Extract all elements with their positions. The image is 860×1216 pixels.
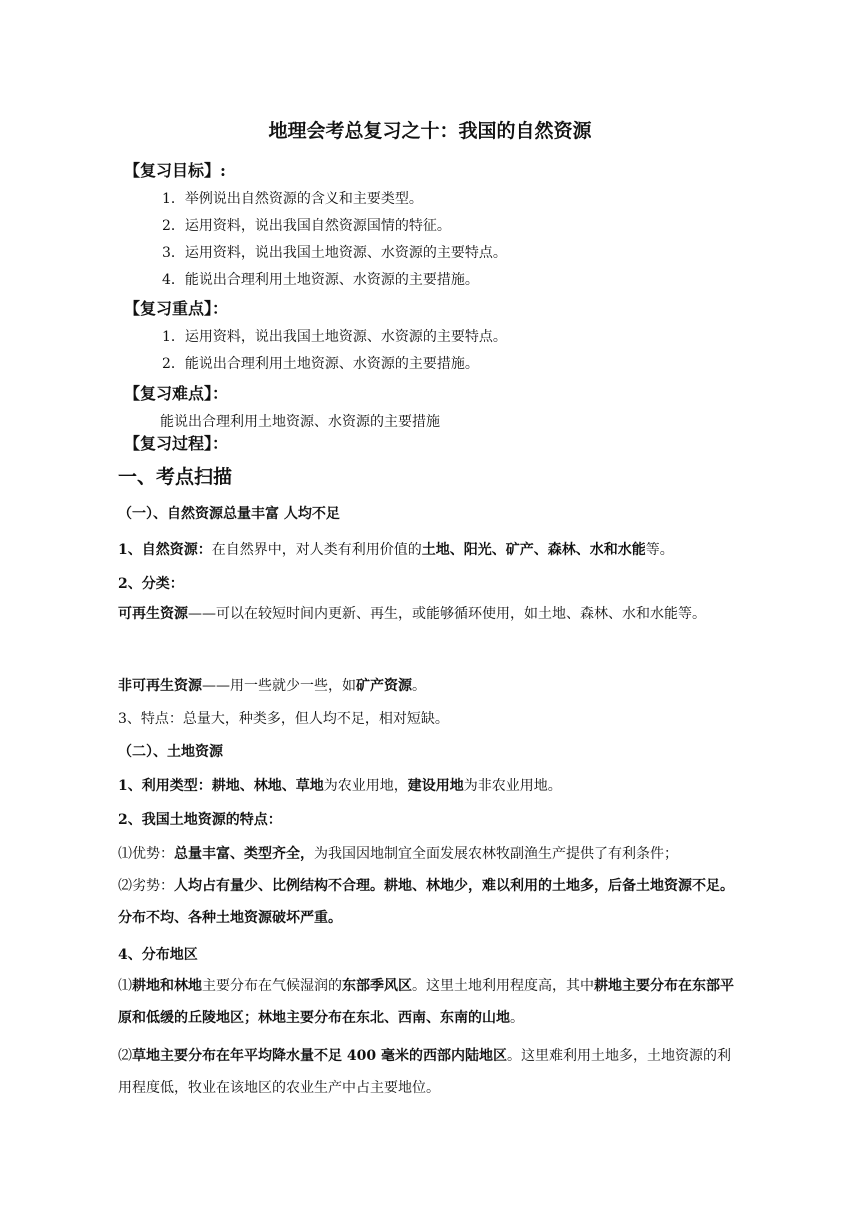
goal-item: 1．举例说出自然资源的含义和主要类型。 (162, 191, 423, 207)
land-use-label: 1、利用类型： (118, 778, 212, 794)
section-heading-natural-resources: （一）、自然资源总量丰富 人均不足 (118, 506, 340, 522)
disadvantages-prefix: ⑵劣势： (118, 878, 174, 894)
definition-text: 在自然界中，对人类有利用价值的 (211, 542, 422, 558)
keypoint-item: 2．能说出合理利用土地资源、水资源的主要措施。 (162, 356, 479, 372)
distribution-2-prefix: ⑵ (118, 1048, 132, 1064)
land-use-text-2: 为非农业用地。 (463, 778, 562, 794)
distribution-paragraph-1 (118, 970, 738, 1034)
feature-paragraph: 3、特点：总量大，种类多，但人均不足，相对短缺。 (118, 711, 449, 727)
section-heading-land-resources: （二）、土地资源 (118, 744, 223, 760)
classification-label: 2、分类： (118, 576, 184, 592)
land-use-bold-2: 建设用地 (407, 778, 464, 794)
advantages-text: 为我国因地制宜全面发展农林牧副渔生产提供了有利条件； (314, 846, 678, 862)
distribution-1-bold-1: 耕地和林地 (132, 978, 202, 994)
nonrenewable-tail: 。 (412, 678, 426, 694)
advantages-paragraph (118, 844, 758, 864)
distribution-1-bold-2: 东部季风区 (342, 978, 412, 994)
nonrenewable-bold: 矿产资源 (356, 678, 412, 694)
land-use-bold-1: 耕地、林地、草地 (211, 778, 324, 794)
nonrenewable-text: ——用一些就少一些，如 (202, 678, 356, 694)
advantages-bold: 总量丰富、类型齐全， (174, 846, 314, 862)
distribution-label: 4、分布地区 (118, 947, 198, 963)
distribution-1-text-2: 。这里土地利用程度高，其中 (412, 978, 594, 994)
renewable-label: 可再生资源 (118, 606, 188, 622)
process-heading: 【复习过程】： (124, 434, 229, 453)
nonrenewable-label: 非可再生资源 (118, 678, 202, 694)
advantages-prefix: ⑴优势： (118, 846, 174, 862)
distribution-2-text: 。这里难利用土地多，土地资源的利用程度低，牧业在该地区的农业生产中占主要地位。 (118, 1048, 731, 1096)
definition-paragraph (118, 540, 738, 560)
disadvantages-paragraph (118, 870, 741, 934)
difficulty-heading: 【复习难点】： (124, 384, 229, 403)
definition-bold: 土地、阳光、矿产、森林、水和水能 (421, 542, 646, 558)
land-use-text-1: 为农业用地， (323, 778, 408, 794)
distribution-2-bold: 草地主要分布在年平均降水量不足 400 毫米的西部内陆地区 (132, 1048, 507, 1064)
land-use-paragraph (118, 776, 738, 796)
goal-item: 3．运用资料，说出我国土地资源、水资源的主要特点。 (162, 245, 507, 261)
scan-heading: 一、考点扫描 (118, 466, 233, 488)
renewable-text: ——可以在较短时间内更新、再生，或能够循环使用，如土地、森林、水和水能等。 (188, 606, 706, 622)
keypoints-heading: 【复习重点】： (124, 299, 229, 318)
distribution-paragraph-2 (118, 1040, 738, 1104)
nonrenewable-paragraph (118, 676, 738, 696)
difficulty-text: 能说出合理利用土地资源、水资源的主要措施 (160, 414, 440, 430)
distribution-1-bold-3: 耕地主要分布在东部平原和低缓的丘陵地区；林地主要分布在东北、西南、东南的山地 (118, 978, 734, 1026)
distribution-1-text-1: 主要分布在气候湿润的 (202, 978, 342, 994)
goals-heading: 【复习目标】: (124, 161, 226, 180)
keypoint-item: 1．运用资料，说出我国土地资源、水资源的主要特点。 (162, 329, 507, 345)
goal-item: 4．能说出合理利用土地资源、水资源的主要措施。 (162, 272, 479, 288)
definition-label: 1、自然资源： (118, 542, 212, 558)
renewable-paragraph (118, 598, 738, 630)
distribution-1-text-3: 。 (510, 1010, 524, 1026)
page-title: 地理会考总复习之十：我国的自然资源 (268, 120, 592, 142)
definition-tail: 等。 (645, 542, 674, 558)
distribution-1-prefix: ⑴ (118, 978, 132, 994)
disadvantages-bold: 人均占有量少、比例结构不合理。耕地、林地少，难以利用的土地多，后备土地资源不足。 分布不均、各种土地资源破坏严重。 (118, 878, 741, 926)
land-features-label: 2、我国土地资源的特点： (118, 812, 282, 828)
goal-item: 2．运用资料，说出我国自然资源国情的特征。 (162, 218, 451, 234)
